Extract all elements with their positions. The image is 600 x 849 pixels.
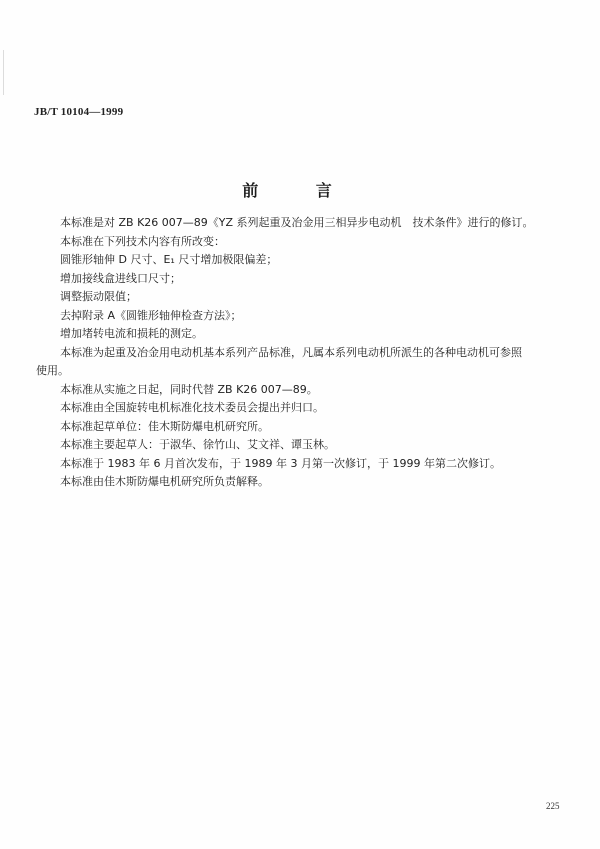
paragraph: 本标准是对 ZB K26 007—89《YZ 系列起重及冶金用三相异步电动机 技术条件》进行的修订。 — [60, 216, 534, 229]
page-number: 225 — [546, 801, 560, 811]
paragraph: 增加堵转电流和损耗的测定。 — [60, 327, 203, 340]
paragraph: 本标准为起重及冶金用电动机基本系列产品标准，凡属本系列电动机所派生的各种电动机可参照 — [60, 345, 522, 359]
paragraph: 本标准在下列技术内容有所改变： — [60, 234, 225, 248]
paragraph: 圆锥形轴伸 D 尺寸、E₁ 尺寸增加极限偏差； — [60, 253, 278, 266]
paragraph: 本标准由全国旋转电机标准化技术委员会提出并归口。 — [60, 401, 324, 414]
scan-artifact — [3, 50, 4, 95]
paragraph: 本标准主要起草人：于淑华、徐竹山、艾文祥、谭玉林。 — [60, 438, 335, 451]
standard-code: JB/T 10104—1999 — [34, 106, 124, 118]
paragraph: 本标准由佳木斯防爆电机研究所负责解释。 — [60, 475, 269, 488]
paragraph: 本标准从实施之日起，同时代替 ZB K26 007—89。 — [60, 382, 318, 396]
paragraph: 增加接线盒进线口尺寸； — [60, 271, 181, 285]
page-title: 前 言 — [242, 181, 358, 200]
paragraph: 调整振动限值； — [60, 290, 137, 303]
paragraph: 本标准于 1983 年 6 月首次发布，于 1989 年 3 月第一次修订，于 1999 年第二次修订。 — [60, 456, 501, 470]
paragraph-continuation: 使用。 — [36, 364, 69, 377]
paragraph: 本标准起草单位：佳木斯防爆电机研究所。 — [60, 419, 269, 433]
foreword-body — [36, 214, 570, 492]
paragraph: 去掉附录 A《圆锥形轴伸检查方法》； — [60, 308, 242, 322]
